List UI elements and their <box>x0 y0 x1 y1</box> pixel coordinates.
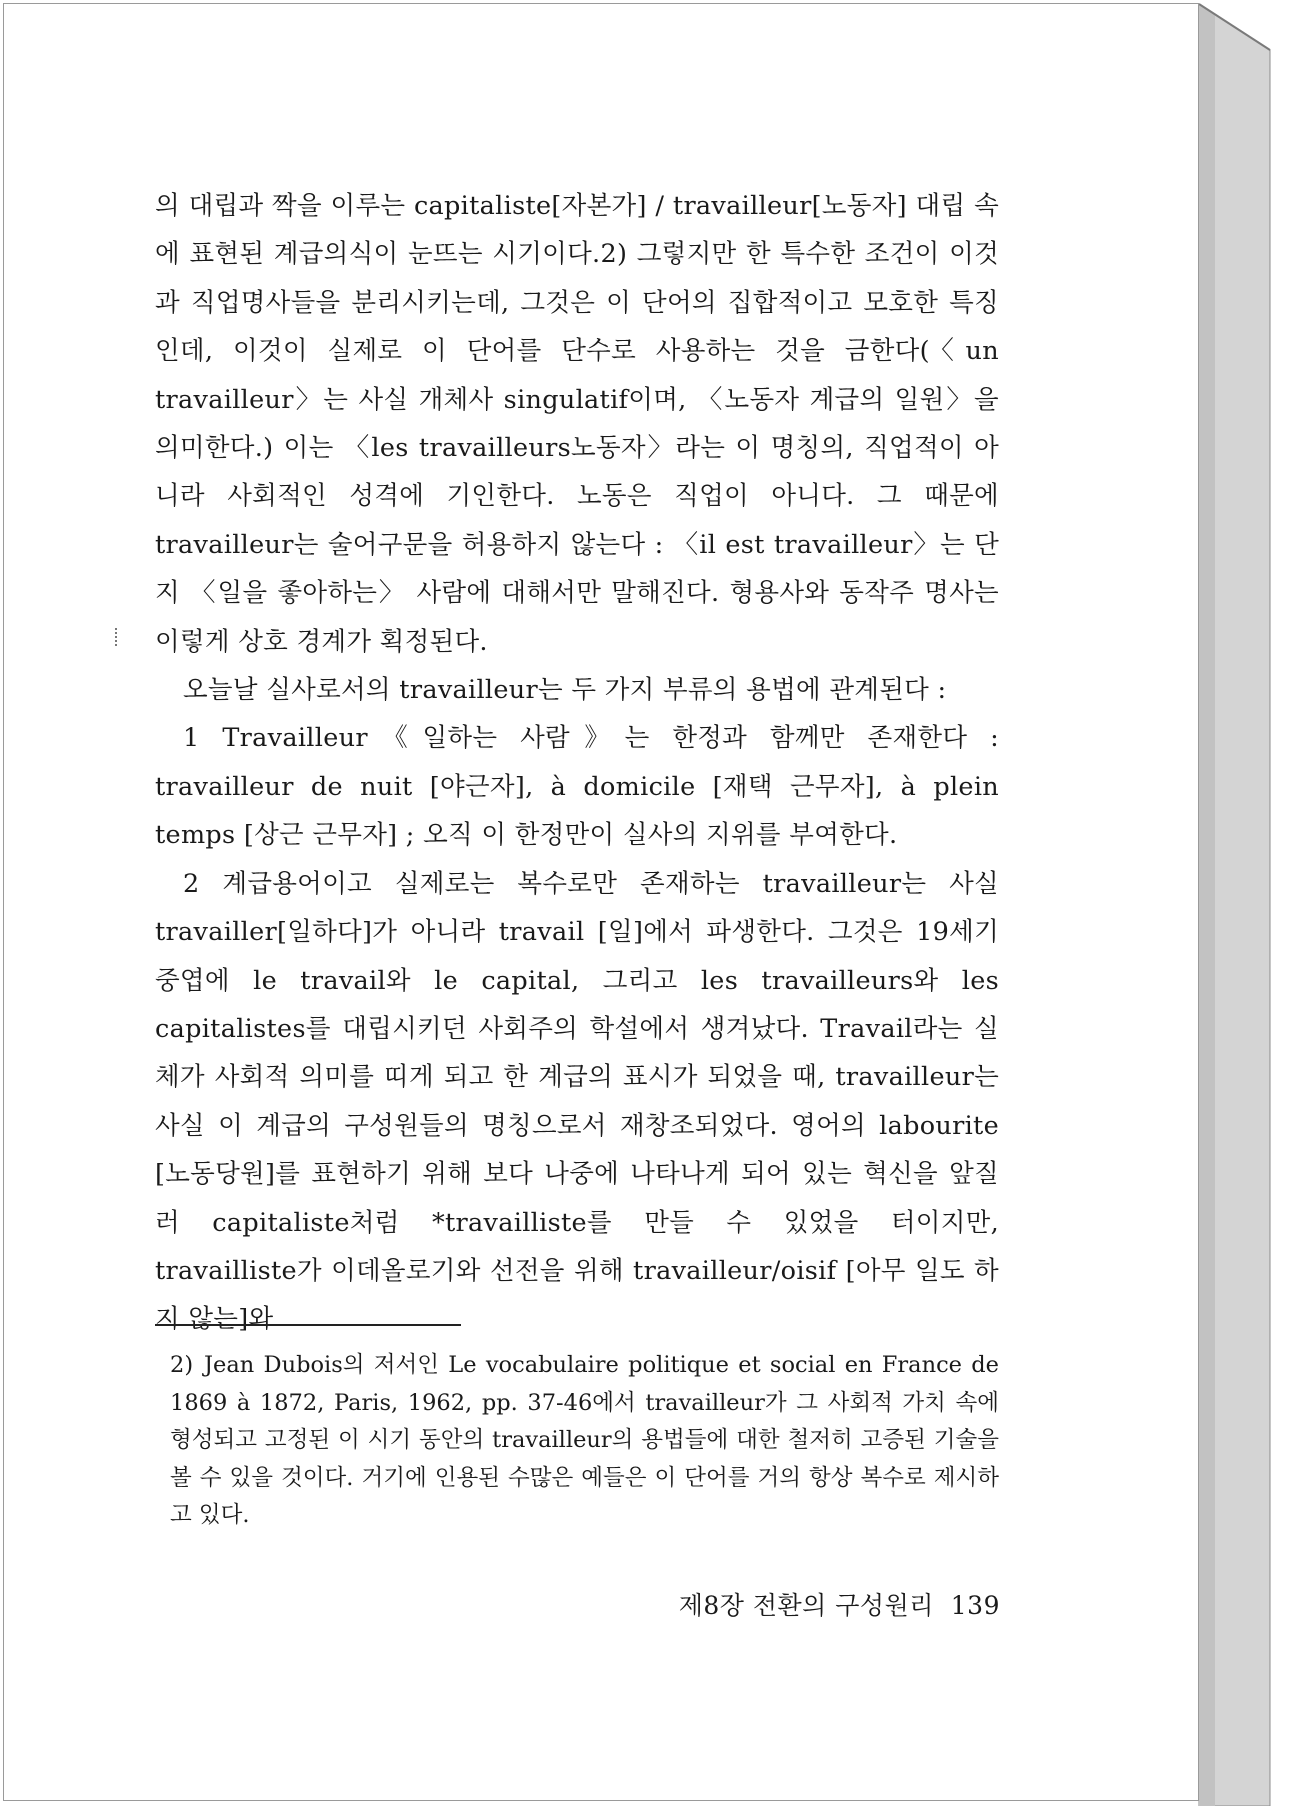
running-footer <box>640 1586 1000 1622</box>
footnote-text: Jean Dubois의 저서인 Le vocabulaire politique et social en France de 1869 à 1872, Paris, 1962, pp. 37-46에서 travailleur가 그 사회적 가치 속에 형성되고 고정된 이 시기 동안의 travailleur의 용법들에 대한 철저히 고증된 기술을 볼 수 있을 것이다. 거기에 인용된 수많은 예들은 이 단어를 거의 항상 복수로 제시하고 있다. <box>170 1352 999 1528</box>
footnote-divider <box>155 1324 461 1326</box>
paragraph-4: 2 계급용어이고 실제로는 복수로만 존재하는 travailleur는 사실 travailler[일하다]가 아니라 travail [일]에서 파생한다. 그것은 19세기 중엽에 le travail와 le capital, 그리고 les travailleurs와 les capitalistes를 대립시키던 사회주의 학설에서 생겨났다. Travail라는 실체가 사회적 의미를 띠게 되고 한 계급의 표시가 되었을 때, travailleur는 사실 이 계급의 구성원들의 명칭으로서 재창조되었다. 영어의 labourite [노동당원]를 표현하기 위해 보다 나중에 나타나게 되어 있는 혁신을 앞질러 capitaliste처럼 *travailliste를 만들 수 있었을 터이지만, travailliste가 이데올로기와 선전을 위해 travailleur/oisif [아무 일도 하지 않는]와 <box>155 868 999 1335</box>
page-number: 139 <box>950 1591 1000 1620</box>
margin-mark <box>115 628 120 646</box>
paragraph-3: 1 Travailleur《일하는 사람》는 한정과 함께만 존재한다 : travailleur de nuit [야근자], à domicile [재택 근무자], à plein temps [상근 근무자] ; 오직 이 한정만이 실사의 지위를 부여한다. <box>155 723 999 851</box>
footnote-number: 2) <box>170 1352 194 1378</box>
book-side-shade <box>1199 4 1215 1806</box>
main-text <box>155 182 999 1344</box>
paragraph-2: 오늘날 실사로서의 travailleur는 두 가지 부류의 용법에 관계된다 : <box>183 675 947 706</box>
chapter-title: 제8장 전환의 구성원리 <box>678 1591 934 1620</box>
paragraph-1: 의 대립과 짝을 이루는 capitaliste[자본가] / travailleur[노동자] 대립 속에 표현된 계급의식이 눈뜨는 시기이다.2) 그렇지만 한 특수한 조건이 이것과 직업명사들을 분리시키는데, 그것은 이 단어의 집합적이고 모호한 특징인데, 이것이 실제로 이 단어를 단수로 사용하는 것을 금한다(〈un travailleur〉는 사실 개체사 singulatif이며, 〈노동자 계급의 일원〉을 의미한다.) 이는 〈les travailleurs노동자〉라는 이 명칭의, 직업적이 아니라 사회적인 성격에 기인한다. 노동은 직업이 아니다. 그 때문에 travailleur는 술어구문을 허용하지 않는다 : 〈il est travailleur〉는 단지 〈일을 좋아하는〉 사람에 대해서만 말해진다. 형용사와 동작주 명사는 이렇게 상호 경계가 획정된다. <box>155 191 999 657</box>
footnote <box>170 1347 999 1535</box>
